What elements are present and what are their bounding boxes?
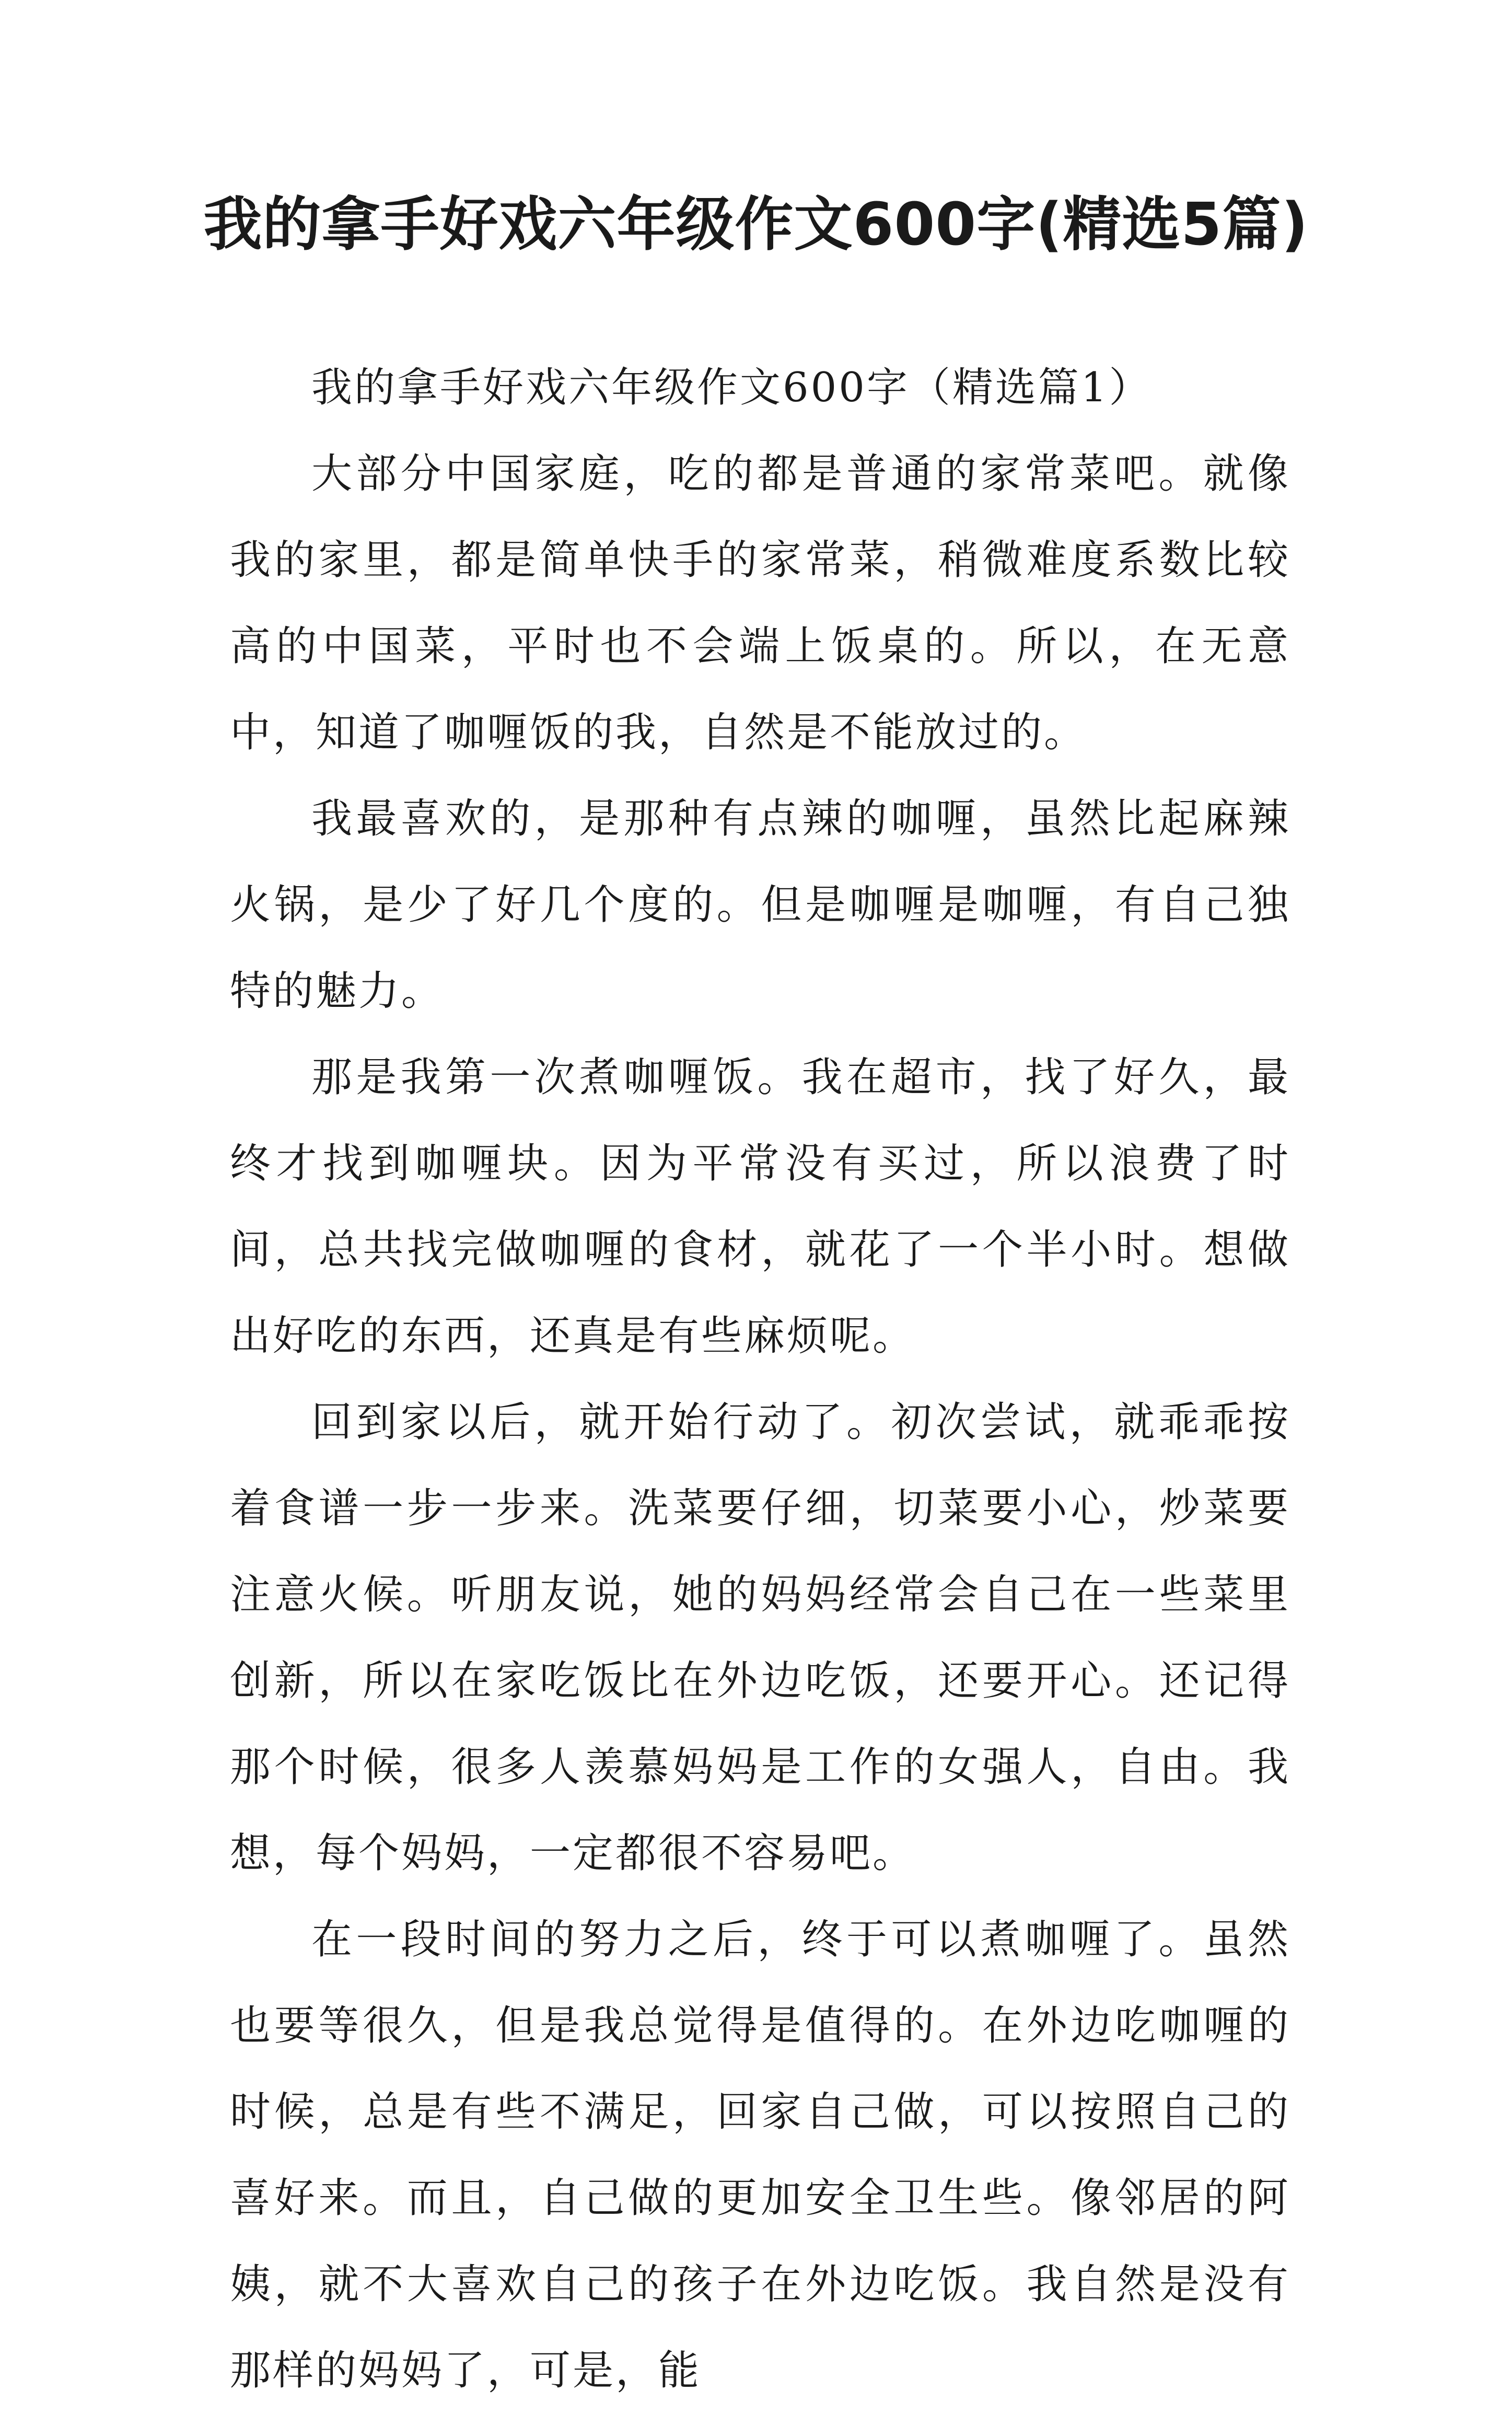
- paragraph-1: 大部分中国家庭，吃的都是普通的家常菜吧。就像我的家里，都是简单快手的家常菜，稍微难度系数比较高的中国菜，平时也不会端上饭桌的。所以，在无意中，知道了咖喱饭的我，自然是不能放过的。: [230, 450, 1290, 756]
- document-body: [230, 345, 1290, 2414]
- paragraph-5: 在一段时间的努力之后，终于可以煮咖喱了。虽然也要等很久，但是我总觉得是值得的。在外边吃咖喱的时候，总是有些不满足，回家自己做，可以按照自己的喜好来。而且，自己做的更加安全卫生些。像邻居的阿姨，就不大喜欢自己的孩子在外边吃饭。我自然是没有那样的妈妈了，可是，能: [230, 1916, 1290, 2394]
- document-title: 我的拿手好戏六年级作文600字(精选5篇): [203, 191, 1309, 259]
- paragraph-2: 我最喜欢的，是那种有点辣的咖喱，虽然比起麻辣火锅，是少了好几个度的。但是咖喱是咖喱，有自己独特的魅力。: [230, 795, 1290, 1015]
- paragraph-3: 那是我第一次煮咖喱饭。我在超市，找了好久，最终才找到咖喱块。因为平常没有买过，所以浪费了时间，总共找完做咖喱的食材，就花了一个半小时。想做出好吃的东西，还真是有些麻烦呢。: [230, 1054, 1290, 1360]
- paragraph-4: 回到家以后，就开始行动了。初次尝试，就乖乖按着食谱一步一步来。洗菜要仔细，切菜要小心，炒菜要注意火候。听朋友说，她的妈妈经常会自己在一些菜里创新，所以在家吃饭比在外边吃饭，还要开心。还记得那个时候，很多人羡慕妈妈是工作的女强人，自由。我想，每个妈妈，一定都很不容易吧。: [230, 1399, 1290, 1877]
- section-subtitle: 我的拿手好戏六年级作文600字（精选篇1）: [311, 364, 1152, 411]
